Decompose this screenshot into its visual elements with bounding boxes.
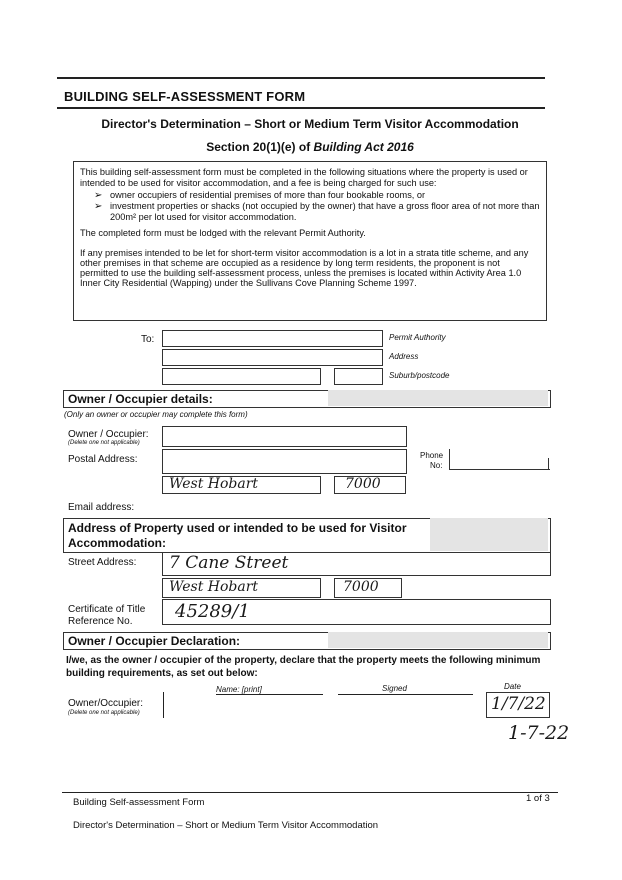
section-line [60, 140, 560, 154]
date-label: Date [504, 682, 521, 691]
property-postcode-value: 7000 [343, 579, 379, 595]
footer-rule [62, 792, 558, 793]
intro-bullet-1: ➢ owner occupiers of residential premises of more than four bookable rooms, or [80, 190, 540, 201]
owner-note: (Only an owner or occupier may complete this form) [64, 410, 248, 419]
suburb-postcode-label: Suburb/postcode [389, 371, 450, 380]
date-field[interactable] [486, 692, 550, 718]
phone-label: Phone [420, 451, 444, 460]
owner-sublabel: (Delete one not applicable) [68, 440, 140, 446]
owner-details-shade [328, 390, 548, 406]
owner-details-heading: Owner / Occupier details: [68, 392, 213, 406]
postal-address-field[interactable] [162, 449, 407, 474]
property-heading-1: Address of Property used or intended to be used for Visitor [68, 521, 407, 535]
title-rule [57, 107, 545, 109]
address-field[interactable] [162, 349, 383, 366]
owner-label: Owner / Occupier: [68, 429, 149, 440]
section-prefix: Section 20(1)(e) of [206, 140, 314, 154]
intro-para1: This building self-assessment form must be completed in the following situations where the property is used or intended to be used for visitor accommodation, and a fee is being charged for such use: [80, 167, 528, 189]
permit-authority-field[interactable] [162, 330, 383, 347]
form-title: BUILDING SELF-ASSESSMENT FORM [64, 89, 306, 104]
address-label: Address [389, 352, 419, 361]
postal-postcode-value: 7000 [345, 476, 381, 492]
intro-para3: If any premises intended to be let for short-term visitor accommodation is a lot in a strata title scheme, and any other premises in that scheme are occupied as a residence by long term residents, the proponent is not permitted to use the building self-assessment process, unless the premises is located within Activity Area 1.0 Inner City Residential (Wapping) under the Sullivans Cove Planning Scheme 1997. [80, 247, 529, 289]
postal-suburb-field[interactable] [162, 476, 321, 494]
property-suburb-field[interactable] [162, 578, 321, 598]
property-postcode-field[interactable] [334, 578, 402, 598]
property-suburb-value: West Hobart [169, 579, 259, 595]
postal-label: Postal Address: [68, 454, 138, 465]
property-header [63, 518, 551, 553]
section-act: Building Act 2016 [313, 140, 414, 154]
declaration-owner-label: Owner/Occupier: [68, 698, 144, 709]
phone-no-label: No: [430, 461, 443, 470]
declaration-owner-bar [163, 692, 164, 718]
postcode-field[interactable] [334, 368, 383, 385]
intro-para2: The completed form must be lodged with the relevant Permit Authority. [80, 228, 366, 239]
declaration-owner-sublabel: (Delete one not applicable) [68, 710, 140, 716]
declaration-heading: Owner / Occupier Declaration: [68, 634, 241, 648]
property-shade [430, 518, 548, 551]
intro-bullet-2: ➢ investment properties or shacks (not occupied by the owner) that have a gross floor area of not more than 200m² per lot used for visitor accommodation. [80, 201, 540, 224]
signed-label: Signed [382, 684, 407, 693]
cert-field[interactable] [162, 599, 551, 625]
name-line [216, 694, 323, 695]
date-value: 1/7/22 [491, 694, 546, 714]
street-field[interactable] [162, 552, 551, 576]
postal-postcode-field[interactable] [334, 476, 406, 494]
footer-form-name: Building Self-assessment Form [73, 797, 205, 808]
phone-field-right [548, 458, 549, 470]
cert-label-1: Certificate of Title [68, 604, 146, 615]
footer-subtitle: Director's Determination – Short or Medium Term Visitor Accommodation [73, 820, 379, 831]
declaration-statement: I/we, as the owner / occupier of the property, declare that the property meets the following minimum building requirements, as set out below: [66, 655, 541, 679]
owner-details-header [63, 390, 551, 408]
intro-box [73, 161, 547, 321]
cert-label-2: Reference No. [68, 616, 133, 627]
street-label: Street Address: [68, 557, 137, 568]
subtitle: Director's Determination – Short or Medium Term Visitor Accommodation [101, 117, 519, 131]
phone-field[interactable] [449, 449, 550, 470]
top-rule [57, 77, 545, 79]
street-value: 7 Cane Street [169, 553, 289, 573]
signed-line [338, 694, 473, 695]
permit-authority-label: Permit Authority [389, 333, 446, 342]
owner-name-field[interactable] [162, 426, 407, 447]
intro-bullets [80, 190, 540, 224]
declaration-header [63, 632, 551, 650]
property-heading-2: Accommodation: [68, 536, 167, 550]
name-print-label: Name: [print] [216, 685, 262, 694]
to-label: To: [141, 334, 155, 345]
cert-value: 45289/1 [175, 601, 250, 622]
postal-suburb-value: West Hobart [169, 476, 259, 492]
suburb-field[interactable] [162, 368, 321, 385]
date-annotation: 1-7-22 [508, 722, 570, 744]
email-label: Email address: [68, 502, 135, 513]
footer-page: 1 of 3 [526, 793, 550, 804]
declaration-shade [328, 632, 548, 648]
